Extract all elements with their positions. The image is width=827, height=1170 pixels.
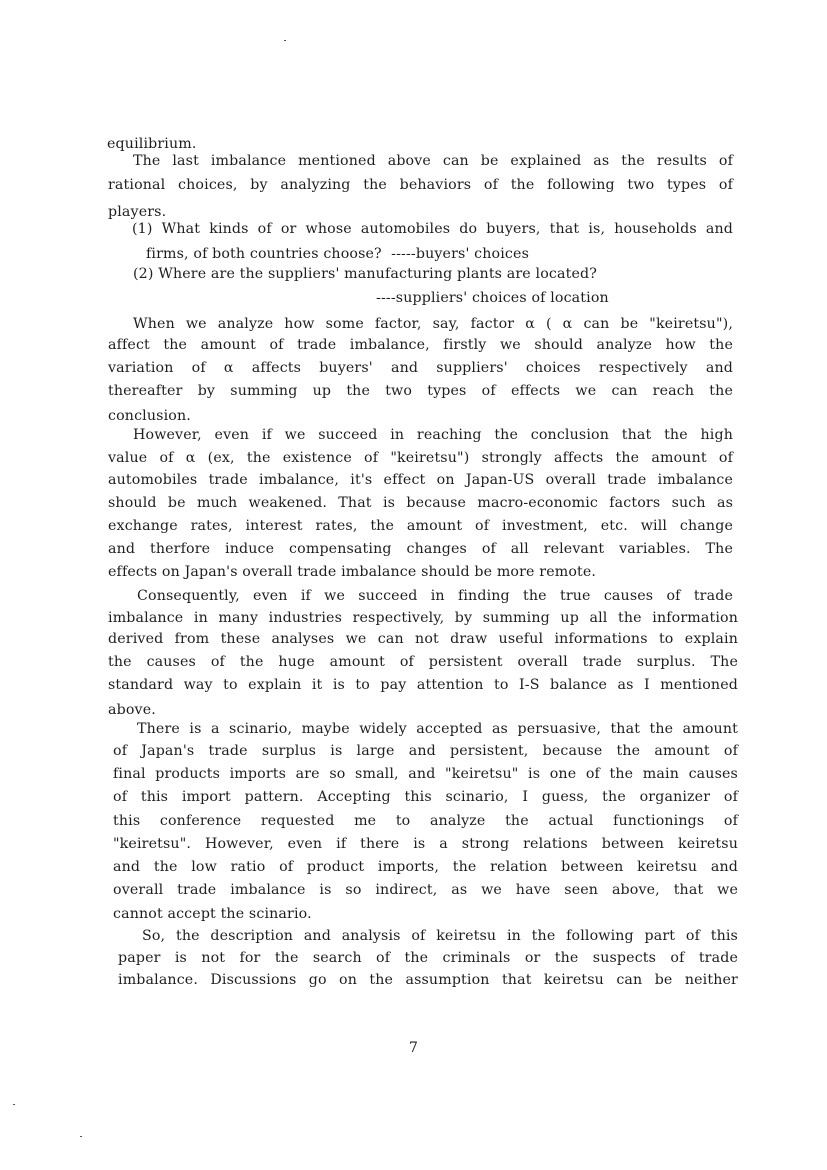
text-line: effects on Japan's overall trade imbalance should be more remote. [108,564,597,580]
text-line: There is a scinario, maybe widely accepted as persuasive, that the amount [137,721,738,737]
text-line: and the low ratio of product imports, the relation between keiretsu and [113,859,738,875]
page-number: 7 [408,1040,419,1056]
text-line: Consequently, even if we succeed in finding the true causes of trade [137,588,733,604]
text-line: of Japan's trade surplus is large and persistent, because the amount of [113,743,738,759]
text-line: equilibrium. [107,136,197,152]
text-line: final products imports are so small, and "keiretsu" is one of the main causes [113,766,738,782]
text-line: rational choices, by analyzing the behaviors of the following two types of [108,177,733,193]
text-line: this conference requested me to analyze the actual functionings of [113,813,738,829]
scan-speck [80,1136,82,1137]
text-line: So, the description and analysis of keiretsu in the following part of this [142,928,738,944]
text-line: players. [108,204,167,220]
text-line: automobiles trade imbalance, it's effect on Japan-US overall trade imbalance [108,472,733,488]
text-line: conclusion. [108,408,191,424]
text-line: When we analyze how some factor, say, factor α ( α can be "keiretsu"), [133,316,733,332]
text-line: However, even if we succeed in reaching the conclusion that the high [133,427,733,443]
text-line: and therfore induce compensating changes of all relevant variables. The [108,541,733,557]
text-line: the causes of the huge amount of persistent overall trade surplus. The [108,654,738,670]
text-line: standard way to explain it is to pay attention to I-S balance as I mentioned [108,677,738,693]
text-line: thereafter by summing up the two types of effects we can reach the [108,383,733,399]
text-line: exchange rates, interest rates, the amount of investment, etc. will change [108,518,733,534]
text-line: derived from these analyses we can not draw useful informations to explain [108,631,738,647]
scan-speck [284,40,286,41]
text-line: above. [108,702,156,718]
text-line: imbalance in many industries respectively, by summing up all the information [108,610,738,626]
text-line: of this import pattern. Accepting this scinario, I guess, the organizer of [113,789,738,805]
text-line: cannot accept the scinario. [113,906,312,922]
scan-speck [13,1104,15,1105]
text-line: affect the amount of trade imbalance, firstly we should analyze how the [108,337,733,353]
text-line: ----suppliers' choices of location [376,290,609,306]
text-line: firms, of both countries choose? -----buyers' choices [146,246,529,262]
text-line: value of α (ex, the existence of "keiretsu") strongly affects the amount of [108,450,733,466]
text-line: overall trade imbalance is so indirect, as we have seen above, that we [113,882,738,898]
text-line: (2) Where are the suppliers' manufacturing plants are located? [133,266,597,282]
text-line: paper is not for the search of the criminals or the suspects of trade [118,950,738,966]
text-line: variation of α affects buyers' and suppliers' choices respectively and [108,360,733,376]
text-line: "keiretsu". However, even if there is a strong relations between keiretsu [113,836,738,852]
text-line: The last imbalance mentioned above can be explained as the results of [133,153,733,169]
text-line: imbalance. Discussions go on the assumption that keiretsu can be neither [118,972,738,988]
text-line: (1) What kinds of or whose automobiles do buyers, that is, households and [132,221,733,237]
text-line: should be much weakened. That is because macro-economic factors such as [108,495,733,511]
